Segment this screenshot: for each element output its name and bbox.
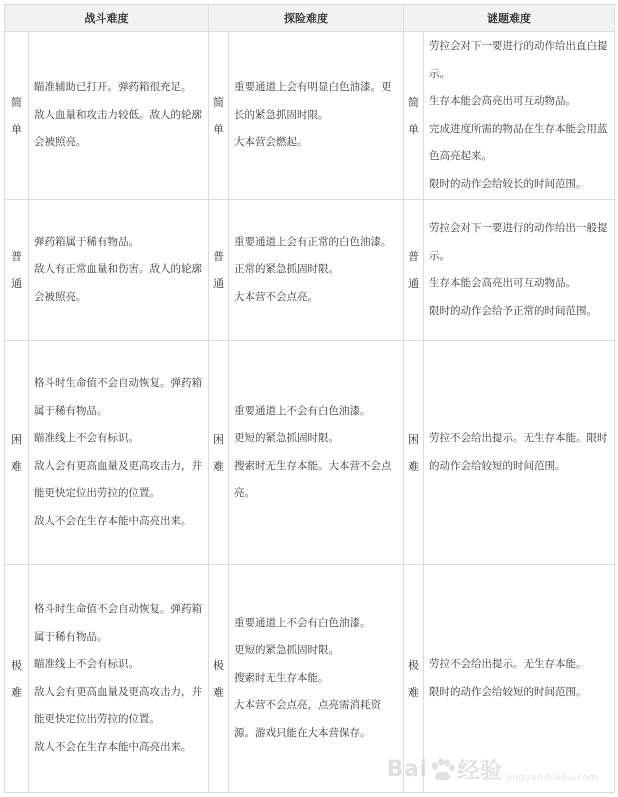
puzzle-level-char: 单 [408, 122, 419, 136]
puzzle-description-cell [424, 32, 615, 200]
explore-level-cell [209, 200, 229, 341]
puzzle-level-cell [404, 341, 424, 565]
explore-level-char: 简 [213, 95, 224, 109]
explore-description-line: 搜索时无生存本能。 [234, 671, 329, 684]
watermark-text-left: Bai [386, 757, 428, 782]
explore-level-cell [209, 341, 229, 565]
explore-level-char: 难 [213, 685, 224, 699]
puzzle-description-cell [424, 200, 615, 341]
combat-level-char: 极 [11, 658, 22, 672]
combat-level-cell [5, 565, 29, 793]
explore-level-cell [209, 32, 229, 200]
table-row [5, 200, 615, 341]
puzzle-description-line: 劳拉不会给出提示。无生存本能。 [429, 658, 587, 670]
explore-description-cell [229, 200, 404, 341]
explore-level-char: 通 [213, 277, 224, 290]
puzzle-description-cell [424, 341, 615, 565]
explore-level-char: 普 [213, 250, 224, 263]
explore-description-line: 重要通道上会有明显白色油漆。更长的紧急抓固时限。 [234, 81, 392, 121]
puzzle-description-line: 限时的动作会给予正常的时间范围。 [429, 304, 597, 317]
combat-description-line: 瞄准线上不会有标识。 [34, 658, 139, 670]
difficulty-table [4, 4, 615, 793]
header-puzzle: 谜题难度 [404, 5, 615, 32]
explore-description-line: 重要通道上不会有白色油漆。 [234, 616, 371, 629]
header-explore: 探险难度 [209, 5, 404, 32]
combat-description-cell [29, 32, 209, 200]
combat-level-char: 普 [11, 250, 22, 263]
explore-description-line: 大本营不会点亮。 [234, 290, 318, 303]
explore-description-line: 大本营会燃起。 [234, 136, 308, 149]
explore-description-cell [229, 32, 404, 200]
explore-level-cell [209, 565, 229, 793]
puzzle-level-char: 普 [408, 250, 419, 263]
explore-description-line: 更短的紧急抓固时限。 [234, 432, 339, 444]
combat-description-line: 瞄准辅助已打开。弹药箱很充足。 [34, 81, 192, 94]
combat-level-char: 简 [11, 95, 22, 109]
puzzle-description-line: 劳拉会对下一要进行的动作给出直白提示。 [429, 40, 608, 80]
explore-level-char: 困 [213, 432, 224, 446]
explore-description-cell [229, 565, 404, 793]
explore-level-char: 单 [213, 122, 224, 136]
puzzle-description-line: 生存本能会高亮出可互动物品。 [429, 277, 576, 289]
puzzle-description-line: 劳拉会对下一要进行的动作给出一般提示。 [429, 222, 608, 262]
puzzle-description-line: 劳拉不会给出提示。无生存本能。限时的动作会给较短的时间范围。 [429, 432, 608, 472]
combat-description-line: 格斗时生命值不会自动恢复。弹药箱属于稀有物品。 [34, 377, 202, 417]
puzzle-level-char: 通 [408, 277, 419, 290]
baidu-jingyan-watermark [387, 754, 598, 785]
combat-description-cell [29, 200, 209, 341]
puzzle-level-char: 极 [408, 658, 419, 672]
combat-description-cell [29, 341, 209, 565]
explore-description-line: 大本营不会点亮，点亮需消耗资源。游戏只能在大本营保存。 [234, 699, 381, 739]
combat-description-line: 敌人有正常血量和伤害。敌人的轮廓会被照亮。 [34, 263, 202, 303]
puzzle-description-line: 生存本能会高亮出可互动物品。 [429, 95, 576, 107]
watermark-text-right: 经验 [457, 759, 503, 784]
combat-description-line: 敌人不会在生存本能中高亮出来。 [34, 740, 192, 753]
puzzle-level-char: 简 [408, 95, 419, 109]
explore-description-line: 更短的紧急抓固时限。 [234, 644, 339, 657]
combat-level-char: 难 [11, 685, 22, 699]
puzzle-level-char: 困 [408, 432, 419, 446]
explore-level-char: 难 [213, 459, 224, 473]
combat-description-line: 敌人会有更高血量及更高攻击力，并能更快定位出劳拉的位置。 [34, 685, 202, 725]
puzzle-level-char: 难 [408, 459, 419, 473]
combat-description-cell [29, 565, 209, 793]
puzzle-level-cell [404, 200, 424, 341]
puzzle-description-line: 限时的动作会给较长的时间范围。 [429, 177, 587, 190]
combat-description-line: 瞄准线上不会有标识。 [34, 432, 139, 444]
puzzle-level-cell [404, 32, 424, 200]
combat-description-line: 格斗时生命值不会自动恢复。弹药箱属于稀有物品。 [34, 603, 202, 643]
combat-level-cell [5, 200, 29, 341]
combat-level-cell [5, 341, 29, 565]
puzzle-description-line: 限时的动作会给较短的时间范围。 [429, 685, 587, 698]
paw-icon [429, 758, 455, 782]
table-row [5, 32, 615, 200]
combat-description-line: 弹药箱属于稀有物品。 [34, 235, 139, 248]
combat-level-char: 困 [11, 432, 22, 446]
combat-level-char: 难 [11, 459, 22, 473]
watermark-url: jingyan.baidu.com [506, 773, 598, 783]
table-row [5, 341, 615, 565]
watermark-logo [387, 754, 503, 785]
combat-description-line: 敌人血量和攻击力较低。敌人的轮廓会被照亮。 [34, 108, 202, 149]
combat-description-line: 敌人会有更高血量及更高攻击力，并能更快定位出劳拉的位置。 [34, 459, 202, 499]
explore-level-char: 极 [213, 658, 224, 672]
puzzle-description-line: 完成进度所需的物品在生存本能会用蓝色高亮起来。 [429, 122, 608, 162]
table-header-row [5, 5, 615, 32]
combat-level-char: 单 [11, 122, 22, 136]
combat-description-line: 敌人不会在生存本能中高亮出来。 [34, 514, 192, 527]
combat-level-char: 通 [11, 277, 22, 290]
explore-description-cell [229, 341, 404, 565]
header-combat: 战斗难度 [5, 5, 209, 32]
explore-description-line: 重要通道上不会有白色油漆。 [234, 404, 371, 417]
combat-level-cell [5, 32, 29, 200]
explore-description-line: 搜索时无生存本能。大本营不会点亮。 [234, 459, 392, 499]
explore-description-line: 重要通道上会有正常的白色油漆。正常的紧急抓固时限。 [234, 235, 392, 276]
puzzle-level-char: 难 [408, 685, 419, 699]
